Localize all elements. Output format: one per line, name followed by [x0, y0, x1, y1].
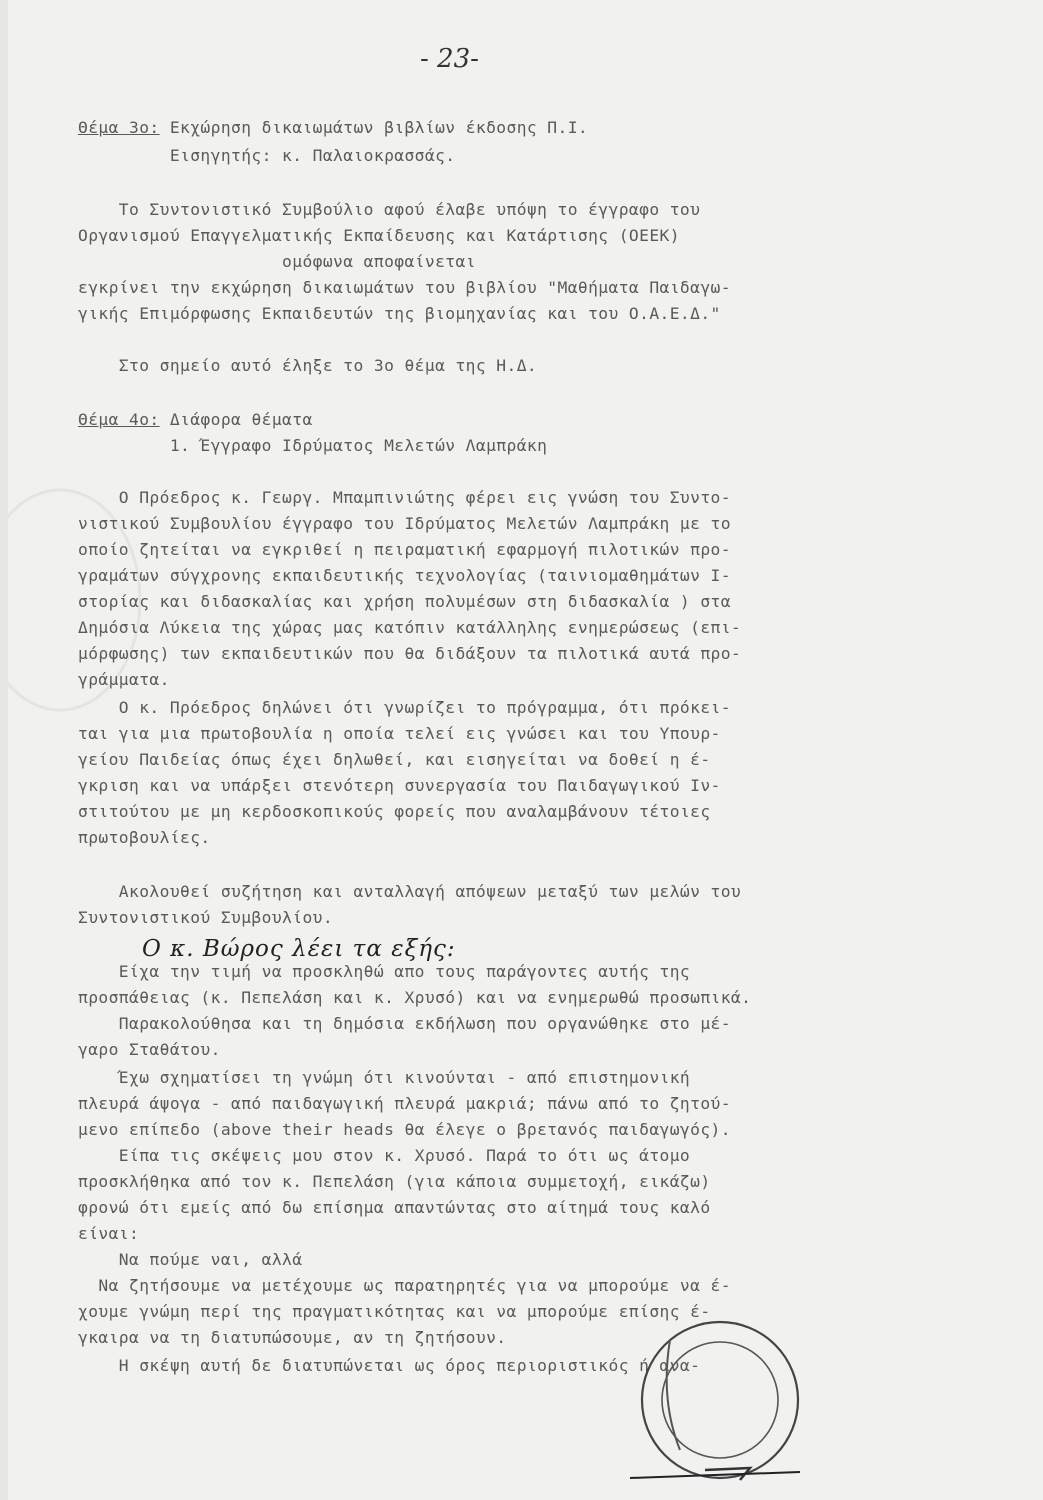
line-27: Είχα την τιμή να προσκληθώ απο τους παράγοντες αυτής της — [78, 962, 691, 981]
line-33: μενο επίπεδο (above their heads θα έλεγε ο βρετανός παιδαγωγός). — [78, 1120, 731, 1139]
line-12: νιστικού Συμβουλίου έγγραφο του Ιδρύματος Μελετών Λαμπράκη με το — [78, 514, 731, 533]
line-42: Η σκέψη αυτή δε διατυπώνεται ως όρος περιοριστικός ή ανα- — [78, 1356, 701, 1375]
line-24: πρωτοβουλίες. — [78, 828, 211, 847]
line-30: γαρο Σταθάτου. — [78, 1040, 221, 1059]
seal-stamp — [610, 1300, 830, 1500]
line-02: Εισηγητής: κ. Παλαιοκρασσάς. — [78, 146, 456, 165]
handwritten-note: Ο κ. Βώρος λέει τα εξής: — [142, 936, 456, 962]
line-07: γικής Επιμόρφωσης Εκπαιδευτών της βιομηχανίας και του Ο.Α.Ε.Δ." — [78, 304, 721, 323]
line-10: 1. Έγγραφο Ιδρύματος Μελετών Λαμπράκη — [78, 436, 548, 455]
line-21: γείου Παιδείας όπως έχει δηλωθεί, και εισηγείται να δοθεί η έ- — [78, 750, 711, 769]
line-17: μόρφωσης) των εκπαιδευτικών που θα διδάξουν τα πιλοτικά αυτά προ- — [78, 644, 742, 663]
line-19: Ο κ. Πρόεδρος δηλώνει ότι γνωρίζει το πρόγραμμα, ότι πρόκει- — [78, 698, 731, 717]
line-31: Έχω σχηματίσει τη γνώμη ότι κινούνται - από επιστημονική — [78, 1068, 691, 1087]
line-39: Να ζητήσουμε να μετέχουμε ως παρατηρητές για να μπορούμε να έ- — [78, 1276, 731, 1295]
line-20: ται για μια πρωτοβουλία η οποία τελεί εις γνώσει και του Υπουρ- — [78, 724, 721, 743]
line-14: γραμάτων σύγχρονης εκπαιδευτικής τεχνολογίας (ταινιομαθημάτων Ι- — [78, 566, 731, 585]
line-40: χουμε γνώμη περί της πραγματικότητας και να μπορούμε επίσης έ- — [78, 1302, 711, 1321]
topic-3-title: Εκχώρηση δικαιωμάτων βιβλίων έκδοσης Π.Ι. — [159, 118, 589, 137]
line-05: ομόφωνα αποφαίνεται — [78, 252, 476, 271]
line-25: Ακολουθεί συζήτηση και ανταλλαγή απόψεων μεταξύ των μελών του — [78, 882, 742, 901]
line-01 — [78, 118, 588, 138]
line-34: Είπα τις σκέψεις μου στον κ. Χρυσό. Παρά το ότι ως άτομο — [78, 1146, 691, 1165]
line-38: Να πούμε ναι, αλλά — [78, 1250, 303, 1269]
line-15: στορίας και διδασκαλίας και χρήση πολυμέσων στη διδασκαλία ) στα — [78, 592, 731, 611]
line-09 — [78, 410, 313, 430]
line-22: γκριση και να υπάρξει στενότερη συνεργασία του Παιδαγωγικού Ιν- — [78, 776, 721, 795]
topic-3-heading: Θέμα 3ο: — [78, 118, 160, 137]
line-18: γράμματα. — [78, 670, 170, 689]
line-36: φρονώ ότι εμείς από δω επίσημα απαντώντας στο αίτημά τους καλό — [78, 1198, 711, 1217]
line-35: προσκλήθηκα από τον κ. Πεπελάση (για κάποια συμμετοχή, εικάζω) — [78, 1172, 711, 1191]
line-26: Συντονιστικού Συμβουλίου. — [78, 908, 334, 927]
line-04: Οργανισμού Επαγγελματικής Εκπαίδευσης και Κατάρτισης (ΟΕΕΚ) — [78, 226, 680, 245]
line-13: οποίο ζητείται να εγκριθεί η πειραματική εφαρμογή πιλοτικών προ- — [78, 540, 731, 559]
topic-4-title: Διάφορα θέματα — [159, 410, 313, 429]
line-28: προσπάθειας (κ. Πεπελάση και κ. Χρυσό) και να ενημερωθώ προσωπικά. — [78, 988, 752, 1007]
topic-4-heading: Θέμα 4ο: — [78, 410, 160, 429]
line-29: Παρακολούθησα και τη δημόσια εκδήλωση που οργανώθηκε στο μέ- — [78, 1014, 731, 1033]
line-37: είναι: — [78, 1224, 140, 1243]
line-11: Ο Πρόεδρος κ. Γεωργ. Μπαμπινιώτης φέρει εις γνώση του Συντο- — [78, 488, 731, 507]
line-08: Στο σημείο αυτό έληξε το 3ο θέμα της Η.Δ. — [78, 356, 538, 375]
line-06: εγκρίνει την εκχώρηση δικαιωμάτων του βιβλίου "Μαθήματα Παιδαγω- — [78, 278, 731, 297]
page-number: - 23- — [420, 44, 479, 74]
line-03: Το Συντονιστικό Συμβούλιο αφού έλαβε υπόψη το έγγραφο του — [78, 200, 701, 219]
line-16: Δημόσια Λύκεια της χώρας μας κατόπιν κατάλληλης ενημερώσεως (επι- — [78, 618, 742, 637]
line-23: στιτούτου με μη κερδοσκοπικούς φορείς που αναλαμβάνουν τέτοιες — [78, 802, 711, 821]
line-32: πλευρά άψογα - από παιδαγωγική πλευρά μακριά; πάνω από το ζητού- — [78, 1094, 731, 1113]
line-41: γκαιρα να τη διατυπώσουμε, αν τη ζητήσουν. — [78, 1328, 507, 1347]
